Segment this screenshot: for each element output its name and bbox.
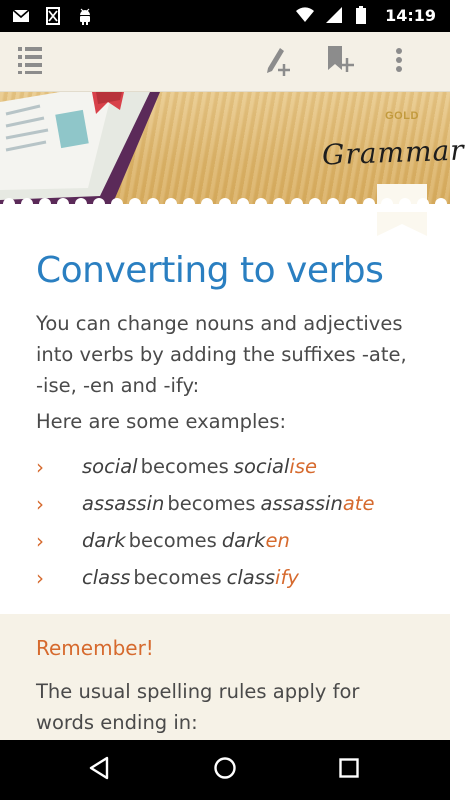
- add-note-icon: [262, 44, 296, 80]
- example-base-word: dark: [82, 529, 126, 552]
- menu-icon: [17, 45, 43, 79]
- battery-icon: [355, 5, 373, 25]
- back-icon: [88, 756, 110, 784]
- book-illustration: [0, 92, 160, 210]
- status-time: 14:19: [385, 5, 436, 25]
- example-base-word: social: [82, 455, 138, 478]
- example-stem: class: [226, 566, 276, 589]
- more-vertical-icon: [394, 47, 404, 77]
- signal-icon: [325, 5, 343, 25]
- home-icon: [213, 756, 237, 784]
- add-note-button[interactable]: [259, 42, 299, 82]
- stamp-edge: [0, 194, 450, 212]
- chevron-right-icon: ›: [36, 454, 44, 479]
- sim-icon: [44, 6, 62, 26]
- chevron-right-icon: ›: [36, 528, 44, 553]
- example-connector: becomes: [128, 529, 217, 552]
- recents-button[interactable]: [329, 755, 369, 785]
- example-base-word: class: [82, 566, 131, 589]
- remember-body: The usual spelling rules apply for words ending in:: [36, 680, 360, 734]
- page-title: Converting to verbs: [36, 250, 384, 291]
- mail-icon: [12, 6, 30, 26]
- intro-paragraph: You can change nouns and adjectives into verbs by adding the suffixes -ate, -ise, -en and -ify:: [36, 312, 407, 397]
- menu-button[interactable]: [10, 42, 50, 82]
- list-item: [36, 559, 374, 596]
- gold-badge-label: GOLD: [385, 110, 419, 122]
- example-connector: becomes: [140, 455, 229, 478]
- example-base-word: assassin: [82, 492, 165, 515]
- list-item: [36, 448, 374, 485]
- examples-heading: Here are some examples:: [36, 410, 287, 433]
- example-suffix: ate: [342, 492, 375, 515]
- example-connector: becomes: [167, 492, 256, 515]
- system-nav-bar: [0, 740, 450, 800]
- example-suffix: en: [265, 529, 290, 552]
- examples-list: [36, 448, 374, 596]
- status-bar: [0, 0, 450, 32]
- app-toolbar: [0, 32, 450, 92]
- remember-title: Remember!: [36, 636, 154, 660]
- list-item: [36, 485, 374, 522]
- recents-icon: [338, 757, 360, 783]
- example-suffix: ify: [275, 566, 299, 589]
- example-stem: social: [233, 455, 290, 478]
- wifi-icon: [295, 5, 313, 25]
- add-bookmark-icon: [322, 44, 356, 80]
- chevron-right-icon: ›: [36, 491, 44, 516]
- chevron-right-icon: ›: [36, 565, 44, 590]
- example-stem: assassin: [260, 492, 343, 515]
- android-icon: [76, 6, 94, 26]
- remember-box: [0, 614, 450, 744]
- section-banner: [0, 92, 465, 210]
- back-button[interactable]: [79, 755, 119, 785]
- example-suffix: ise: [289, 455, 317, 478]
- example-stem: dark: [221, 529, 266, 552]
- example-connector: becomes: [133, 566, 222, 589]
- more-options-button[interactable]: [379, 42, 419, 82]
- home-button[interactable]: [205, 755, 245, 785]
- list-item: [36, 522, 374, 559]
- add-bookmark-button[interactable]: [319, 42, 359, 82]
- section-title: Grammar: [321, 133, 465, 172]
